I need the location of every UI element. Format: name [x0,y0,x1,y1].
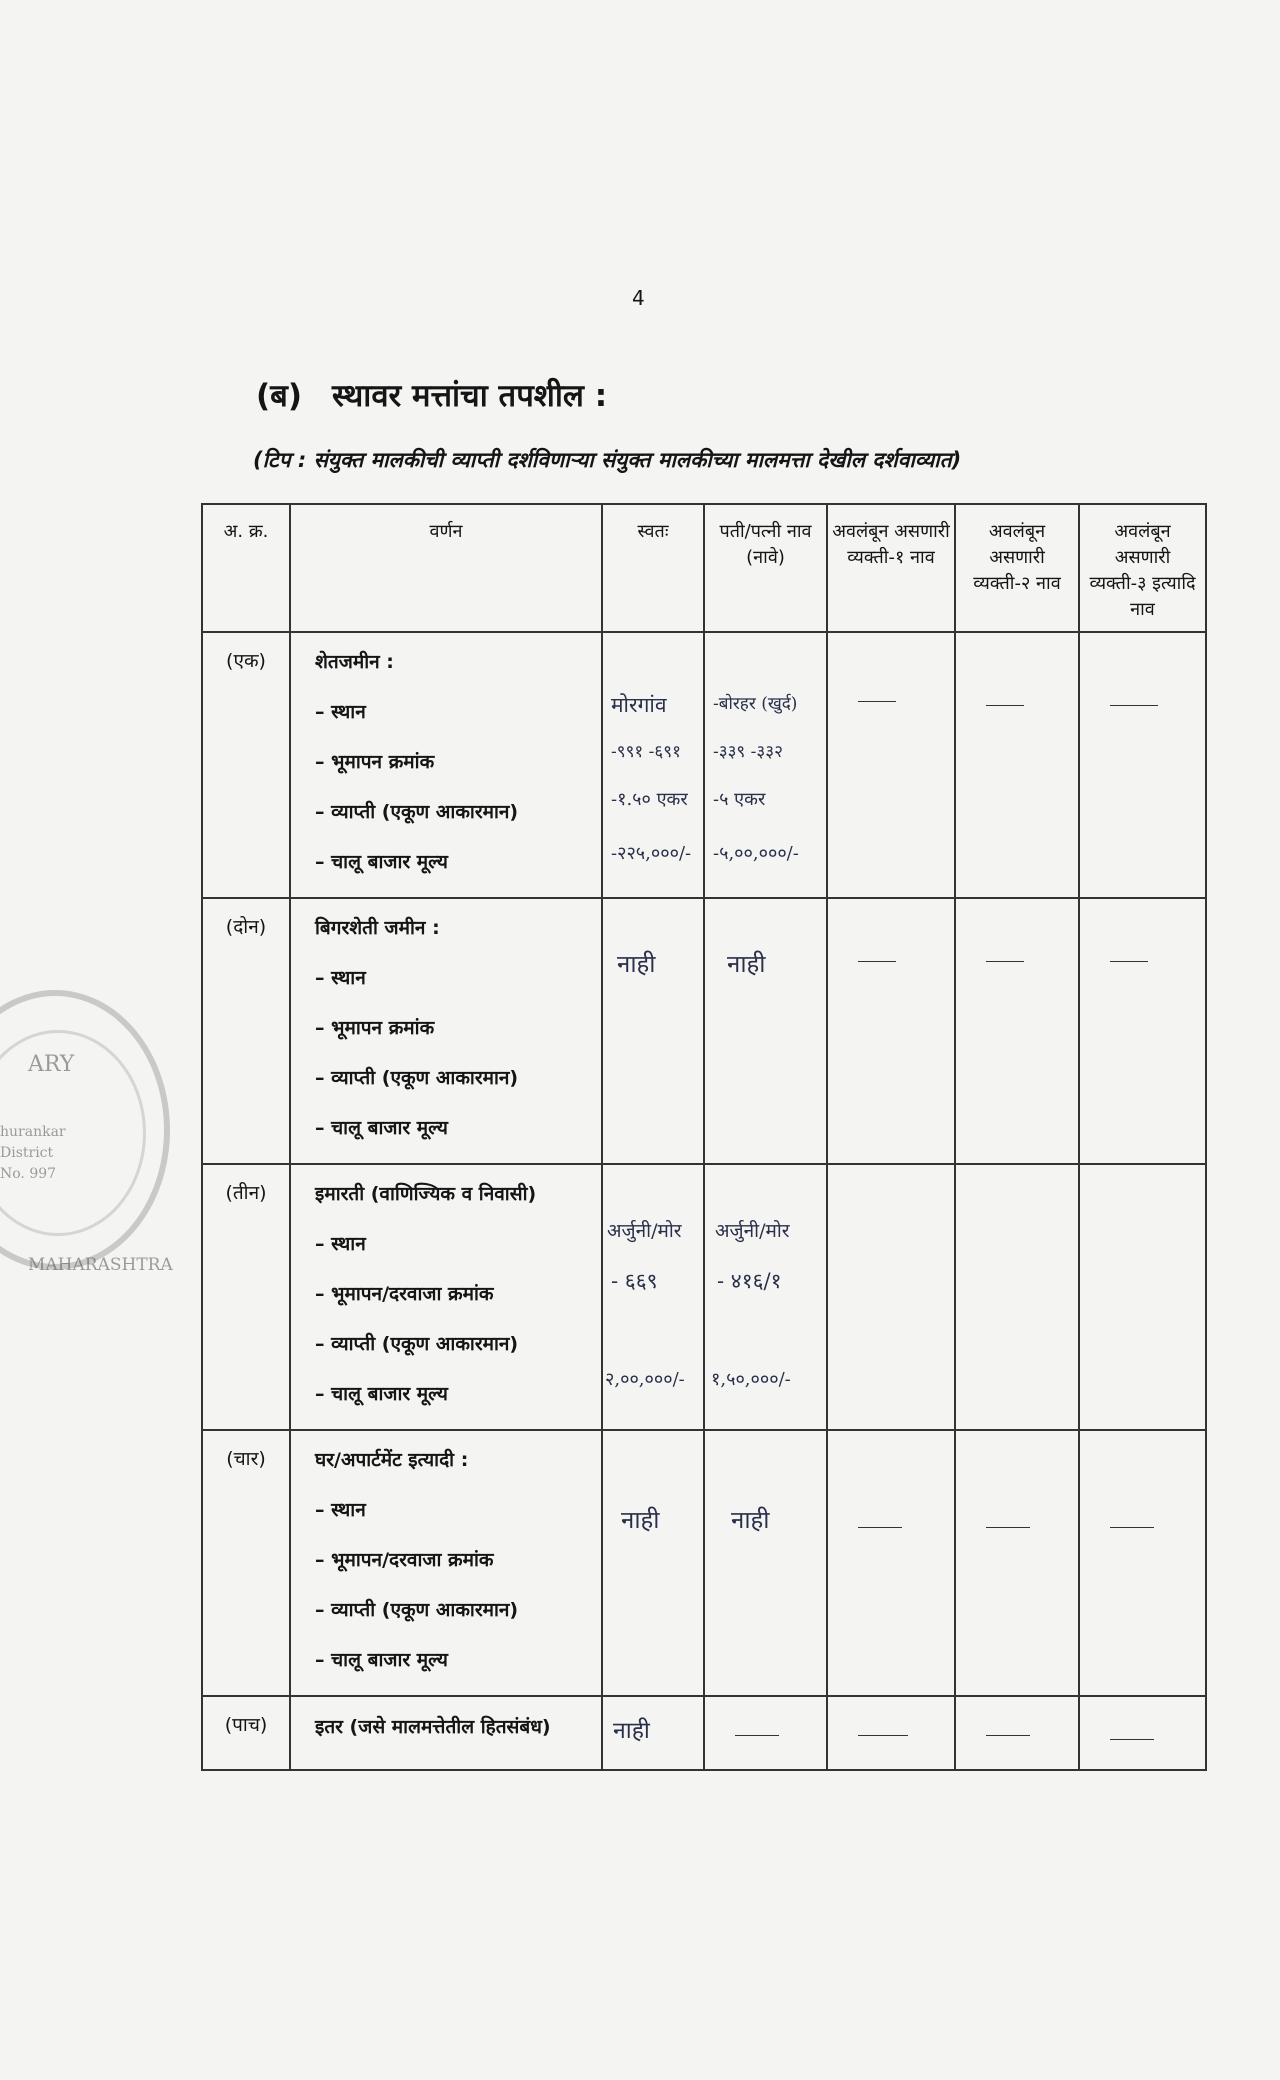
row-item-door-number: – भूमापन/दरवाजा क्रमांक [315,1549,494,1571]
header-self: स्वतः [602,504,704,632]
self-value-cell [602,1696,704,1770]
row-item-market-value: – चालू बाजार मूल्य [315,851,448,873]
handwritten-value: -५ एकर [713,789,766,810]
table-row [202,1430,1206,1696]
handwritten-value: नाही [727,950,766,978]
dash-mark [986,1527,1030,1528]
dash-mark [858,701,896,702]
handwritten-value: १,५०,०००/- [711,1369,791,1390]
row-item-survey-number: – भूमापन क्रमांक [315,751,435,773]
handwritten-value: -३३९ -३३२ [713,742,783,762]
row-serial: (पाच) [202,1696,290,1770]
dependent-3-cell [1079,632,1206,898]
header-dependent-1: अवलंबून असणारी व्यक्ती-१ नाव [827,504,955,632]
table-row [202,632,1206,898]
dependent-2-cell [955,1696,1079,1770]
handwritten-value: नाही [731,1506,770,1534]
handwritten-value: - ४१६/१ [717,1269,782,1293]
row-item-location: – स्थान [315,1499,366,1521]
row-description [290,632,602,898]
handwritten-value: अर्जुनी/मोर [715,1220,790,1242]
row-serial: (चार) [202,1430,290,1696]
row-title: इमारती (वाणिज्यिक व निवासी) [315,1183,537,1205]
row-title: इतर (जसे मालमत्तेतील हितसंबंध) [315,1716,551,1738]
handwritten-value: अर्जुनी/मोर [607,1220,682,1242]
dependent-1-cell [827,1430,955,1696]
row-serial: (एक) [202,632,290,898]
dependent-2-cell [955,1430,1079,1696]
dependent-1-cell [827,632,955,898]
table-row [202,1696,1206,1770]
header-dependent-3: अवलंबून असणारी व्यक्ती-३ इत्यादि नाव [1079,504,1206,632]
spouse-value-cell [704,1430,827,1696]
dash-mark [1110,705,1158,706]
spouse-value-cell [704,1696,827,1770]
immovable-assets-table [201,503,1207,1771]
handwritten-value: -१.५० एकर [611,789,688,810]
row-item-area: – व्याप्ती (एकूण आकारमान) [315,801,519,823]
dash-mark [858,1527,902,1528]
row-title: बिगरशेती जमीन : [315,917,440,939]
dash-mark [986,1735,1030,1736]
self-value-cell [602,898,704,1164]
header-spouse: पती/पत्नी नाव (नावे) [704,504,827,632]
spouse-value-cell [704,1164,827,1430]
handwritten-value: - ६६९ [611,1269,658,1293]
row-item-area: – व्याप्ती (एकूण आकारमान) [315,1599,519,1621]
dash-mark [735,1735,779,1736]
dependent-1-cell [827,1696,955,1770]
page-number: 4 [632,286,645,310]
stamp-text: hurankar [0,1124,66,1140]
table-row [202,898,1206,1164]
self-value-cell [602,1430,704,1696]
stamp-text: MAHARASHTRA [28,1255,173,1275]
handwritten-value: -५,००,०००/- [713,843,799,864]
row-description [290,1430,602,1696]
row-item-market-value: – चालू बाजार मूल्य [315,1383,448,1405]
stamp-text: District [0,1145,54,1161]
row-description [290,898,602,1164]
dependent-2-cell [955,632,1079,898]
dependent-3-cell [1079,1430,1206,1696]
dependent-3-cell [1079,1164,1206,1430]
self-value-cell [602,632,704,898]
header-dependent-2: अवलंबून असणारी व्यक्ती-२ नाव [955,504,1079,632]
row-item-market-value: – चालू बाजार मूल्य [315,1117,448,1139]
dependent-1-cell [827,1164,955,1430]
row-item-location: – स्थान [315,967,366,989]
handwritten-value: नाही [621,1506,660,1534]
row-item-location: – स्थान [315,1233,366,1255]
dash-mark [1110,1739,1154,1740]
row-title: घर/अपार्टमेंट इत्यादी : [315,1449,469,1471]
stamp-text: No. 997 [0,1166,57,1182]
section-title: स्थावर मत्तांचा तपशील : [332,378,608,414]
row-item-location: – स्थान [315,701,366,723]
row-item-area: – व्याप्ती (एकूण आकारमान) [315,1333,519,1355]
stamp-text: ARY [28,1052,75,1077]
header-description: वर्णन [290,504,602,632]
dash-mark [986,705,1024,706]
dependent-3-cell [1079,898,1206,1164]
handwritten-value: -बोरहर (खुर्द) [713,694,798,714]
row-serial: (तीन) [202,1164,290,1430]
row-description [290,1164,602,1430]
dash-mark [1110,961,1148,962]
dash-mark [1110,1527,1154,1528]
dependent-2-cell [955,898,1079,1164]
row-title: शेतजमीन : [315,651,394,673]
row-item-market-value: – चालू बाजार मूल्य [315,1649,448,1671]
header-serial: अ. क्र. [202,504,290,632]
handwritten-value: २,००,०००/- [605,1369,685,1390]
section-heading [256,374,607,416]
dash-mark [858,1735,908,1736]
handwritten-value: नाही [613,1718,650,1744]
dash-mark [858,961,896,962]
handwritten-value: मोरगांव [611,693,667,717]
dash-mark [986,961,1024,962]
row-description [290,1696,602,1770]
self-value-cell [602,1164,704,1430]
dependent-3-cell [1079,1696,1206,1770]
table-header-row [202,504,1206,632]
dependent-1-cell [827,898,955,1164]
row-item-door-number: – भूमापन/दरवाजा क्रमांक [315,1283,494,1305]
section-marker: (ब) [256,378,303,414]
spouse-value-cell [704,898,827,1164]
handwritten-value: -९९१ -६९१ [611,742,681,762]
handwritten-value: -२२५,०००/- [611,843,692,864]
spouse-value-cell [704,632,827,898]
table-row [202,1164,1206,1430]
row-serial: (दोन) [202,898,290,1164]
section-note: (टिप : संयुक्त मालकीची व्याप्ती दर्शविणाऱ्या संयुक्त मालकीच्या मालमत्ता देखील दर्शवाव्यात) [253,448,962,472]
row-item-area: – व्याप्ती (एकूण आकारमान) [315,1067,519,1089]
handwritten-value: नाही [617,950,656,978]
dependent-2-cell [955,1164,1079,1430]
row-item-survey-number: – भूमापन क्रमांक [315,1017,435,1039]
